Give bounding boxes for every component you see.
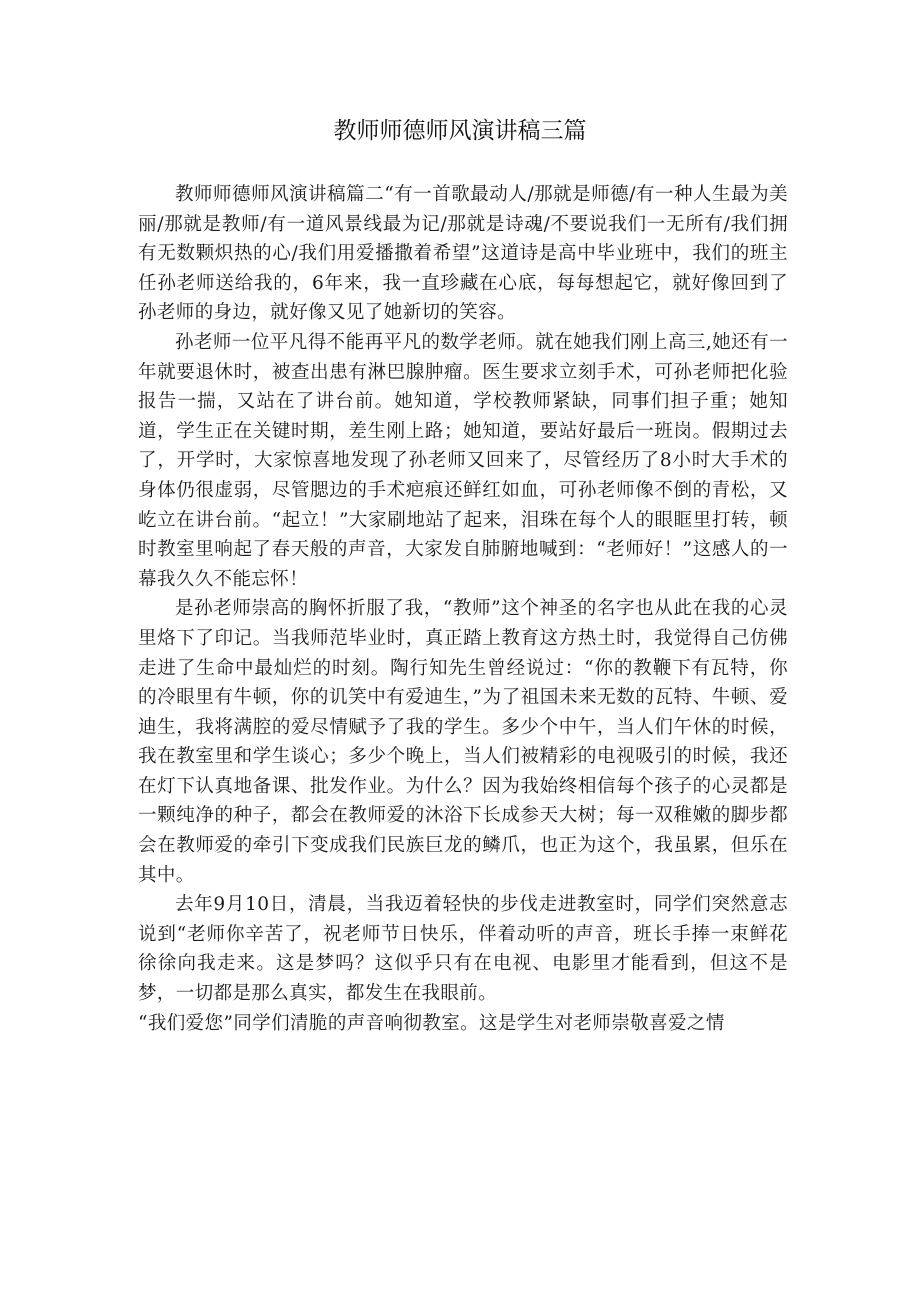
paragraph-5: “我们爱您”同学们清脆的声音响彻教室。这是学生对老师崇敬喜爱之情 [138,1012,725,1034]
document-body [138,180,788,1038]
document-title: 教师师德师风演讲稿三篇 [333,118,587,144]
paragraph-2: 孙老师一位平凡得不能再平凡的数学老师。就在她我们刚上高三,她还有一年就要退休时，被查出患有淋巴腺肿瘤。医生要求立刻手术，可孙老师把化验报告一揣，又站在了讲台前。她知道，学校教师紧缺，同事们担子重；她知道，学生正在关键时期，差生刚上路；她知道，要站好最后一班岗。假期过去了，开学时，大家惊喜地发现了孙老师又回来了，尽管经历了8小时大手术的身体仍很虚弱，尽管腮边的手术疤痕还鲜红如血，可孙老师像不倒的青松，又屹立在讲台前。“起立！”大家刷地站了起来，泪珠在每个人的眼眶里打转，顿时教室里响起了春天般的声音，大家发自肺腑地喊到：“老师好！”这感人的一幕我久久不能忘怀！ [138,331,788,590]
paragraph-3: 是孙老师崇高的胸怀折服了我，“教师”这个神圣的名字也从此在我的心灵里烙下了印记。当我师范毕业时，真正踏上教育这方热土时，我觉得自己仿佛走进了生命中最灿烂的时刻。陶行知先生曾经说过：“你的教鞭下有瓦特，你的冷眼里有牛顿，你的讥笑中有爱迪生，”为了祖国未来无数的瓦特、牛顿、爱迪生，我将满腔的爱尽情赋予了我的学生。多少个中午，当人们午休的时候，我在教室里和学生谈心；多少个晚上，当人们被精彩的电视吸引的时候，我还在灯下认真地备课、批发作业。为什么？因为我始终相信每个孩子的心灵都是一颗纯净的种子，都会在教师爱的沐浴下长成参天大树；每一双稚嫩的脚步都会在教师爱的牵引下变成我们民族巨龙的鳞爪，也正为这个，我虽累，但乐在其中。 [138,598,788,886]
paragraph-1: 教师师德师风演讲稿篇二“有一首歌最动人/那就是师德/有一种人生最为美丽/那就是教师/有一道风景线最为记/那就是诗魂/不要说我们一无所有/我们拥有无数颗炽热的心/我们用爱播撒着希望”这道诗是高中毕业班中，我们的班主任孙老师送给我的，6年来，我一直珍藏在心底，每每想起它，就好像回到了孙老师的身边，就好像又见了她新切的笑容。 [138,184,788,324]
paragraph-4: 去年9月10日，清晨，当我迈着轻快的步伐走进教室时，同学们突然意志说到“老师你辛苦了，祝老师节日快乐，伴着动听的声音，班长手捧一束鲜花徐徐向我走来。这是梦吗？这似乎只有在电视、电影里才能看到，但这不是梦，一切都是那么真实，都发生在我眼前。 [138,894,788,1005]
